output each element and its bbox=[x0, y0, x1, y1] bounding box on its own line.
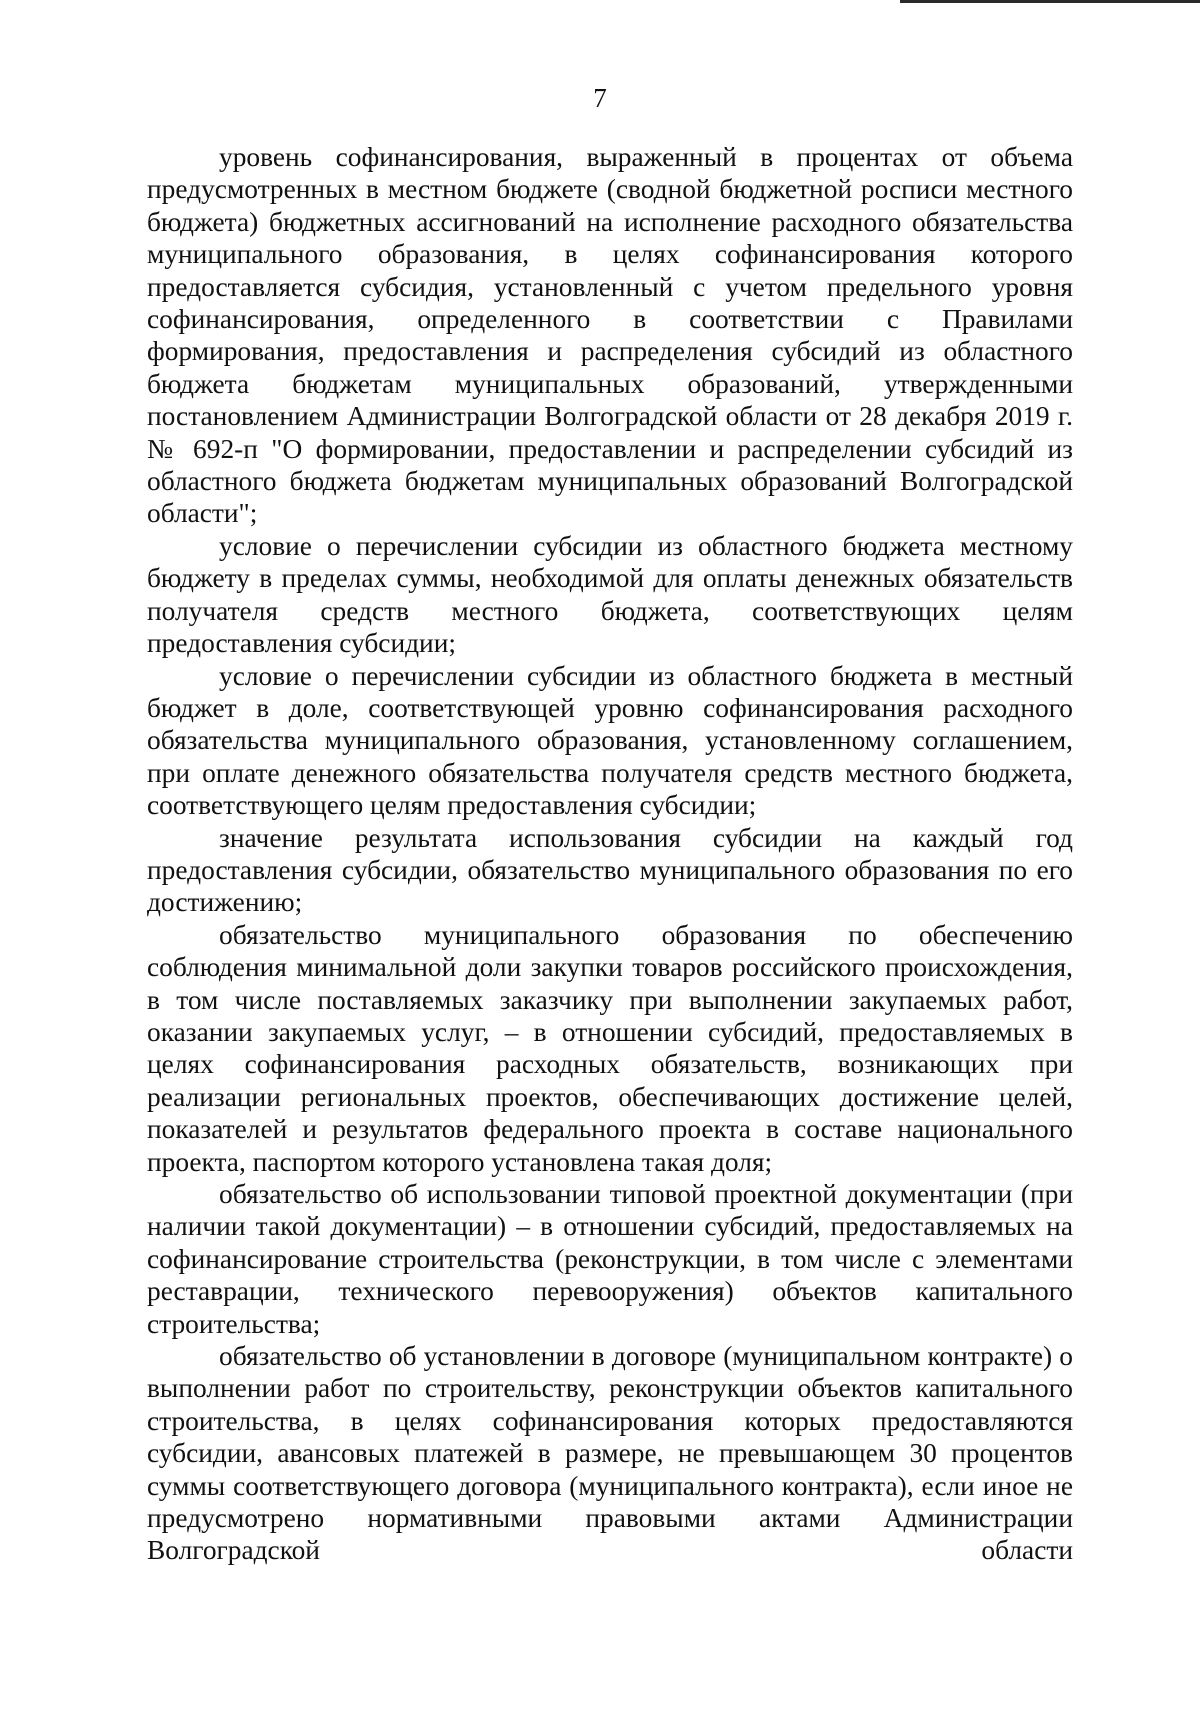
document-body bbox=[147, 141, 1073, 1567]
paragraph-advance-payments: обязательство об установлении в договоре (муниципальном контракте) о выполнении работ по строительству, реконструкции объектов капитального строительства, в целях софинансирования которых предоставляются субсидии, авансовых платежей в размере, не превышающем 30 процентов суммы соответствующего договора (муниципального контракта), если иное не предусмотрено нормативными правовыми актами Администрации Волгоградской области bbox=[147, 1341, 1073, 1566]
paragraph-result-value: значение результата использования субсидии на каждый год предоставления субсидии, обязательство муниципального образования по его достижению; bbox=[147, 822, 1073, 918]
scan-edge-line bbox=[900, 0, 1200, 3]
paragraph-typical-design: обязательство об использовании типовой проектной документации (при наличии такой документации) – в отношении субсидий, предоставляемых на софинансирование строительства (реконструкции, в том числе с элементами реставрации, технического перевооружения) объектов капитального строительства; bbox=[147, 1179, 1073, 1339]
page-number: 7 bbox=[593, 83, 607, 113]
paragraph-share-condition: условие о перечислении субсидии из областного бюджета в местный бюджет в доле, соответствующей уровню софинансирования расходного обязательства муниципального образования, установленному соглашением, при оплате денежного обязательства получателя средств местного бюджета, соответствующего целям предоставления субсидии; bbox=[147, 660, 1073, 821]
paragraph-transfer-condition: условие о перечислении субсидии из областного бюджета местному бюджету в пределах суммы, необходимой для оплаты денежных обязательств получателя средств местного бюджета, соответствующих целям предоставления субсидии; bbox=[147, 530, 1073, 659]
paragraph-cofinancing-level: уровень софинансирования, выраженный в процентах от объема предусмотренных в местном бюджете (сводной бюджетной росписи местного бюджета) бюджетных ассигнований на исполнение расходного обязательства муниципального образования, в целях софинансирования которого предоставляется субсидия, установленный с учетом предельного уровня софинансирования, определенного в соответствии с Правилами формирования, предоставления и распределения субсидий из областного бюджета бюджетам муниципальных образований, утвержденными постановлением Администрации Волгоградской области от 28 декабря 2019 г. № 692-п "О формировании, предоставлении и распределении субсидий из областного бюджета бюджетам муниципальных образований Волгоградской области"; bbox=[147, 142, 1073, 529]
paragraph-russian-goods-share: обязательство муниципального образования по обеспечению соблюдения минимальной доли закупки товаров российского происхождения, в том числе поставляемых заказчику при выполнении закупаемых работ, оказании закупаемых услуг, – в отношении субсидий, предоставляемых в целях софинансирования расходных обязательств, возникающих при реализации региональных проектов, обеспечивающих достижение целей, показателей и результатов федерального проекта в составе национального проекта, паспортом которого установлена такая доля; bbox=[147, 919, 1073, 1177]
